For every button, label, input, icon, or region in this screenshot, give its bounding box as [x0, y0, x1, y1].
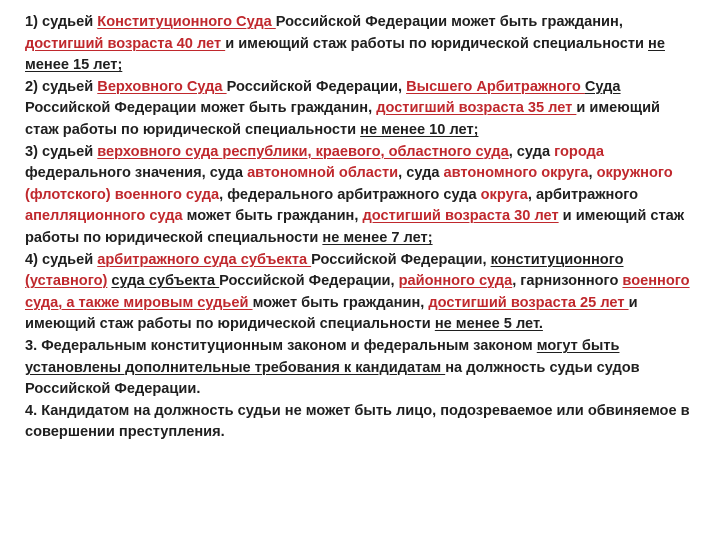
highlighted-term: арбитражного суда субъекта	[97, 251, 312, 268]
text-segment: 2) судьей	[25, 78, 98, 95]
text-segment: на должность судьи судов Российской Федерации.	[25, 359, 640, 398]
text-segment: 4) судьей	[25, 251, 98, 268]
highlighted-term: апелляционного суда	[25, 208, 183, 225]
text-segment: 3) судьей	[25, 143, 98, 160]
highlighted-term: районного суда	[398, 273, 513, 290]
text-segment: Российской Федерации,	[219, 273, 399, 290]
underlined-text: не менее 5 лет.	[434, 316, 543, 333]
highlighted-term: автономной области	[247, 165, 399, 182]
underlined-text: суда субъекта	[111, 273, 220, 290]
highlighted-term: города	[554, 143, 604, 160]
text-segment: и имеющий стаж работы по юридической специальности	[25, 294, 638, 333]
text-segment: , гарнизонного	[512, 273, 623, 290]
underlined-text: Суда	[584, 78, 621, 95]
highlighted-term: Конституционного Суда	[97, 14, 276, 30]
text-segment: 3. Федеральным конституционным законом и федеральным законом	[25, 337, 537, 354]
highlighted-term: Верховного Суда	[97, 78, 227, 95]
highlighted-term: автономного округа	[443, 165, 589, 182]
text-segment: может быть гражданин,	[252, 294, 429, 311]
text-segment: , суда	[508, 143, 555, 160]
text-segment: ,	[588, 165, 597, 182]
highlighted-term: военного суда, а также мировым судьей	[25, 273, 690, 311]
underlined-text: не менее 15 лет;	[25, 35, 665, 74]
legal-text-block	[25, 12, 697, 444]
paragraph-3	[25, 142, 697, 250]
text-segment: 1) судьей	[25, 14, 98, 30]
underlined-text: могут быть установлены дополнительные требования к кандидатам	[25, 337, 620, 376]
text-segment: Российской Федерации может быть гражданин,	[275, 14, 623, 30]
highlighted-term: достигший возраста 30 лет	[362, 208, 559, 225]
paragraph-6	[25, 401, 697, 444]
text-segment: и имеющий стаж работы по юридической специальности	[25, 100, 661, 138]
highlighted-term: окружного (флотского) военного суда	[25, 165, 673, 203]
highlighted-term: достигший возраста 40 лет	[25, 35, 226, 52]
text-segment: Российской Федерации,	[226, 78, 407, 95]
paragraph-2	[25, 77, 697, 142]
text-segment: Российской Федерации может быть гражданин,	[25, 100, 377, 117]
highlighted-term: верховного суда республики, краевого, областного суда	[97, 143, 509, 160]
text-segment: , федерального арбитражного суда	[219, 186, 481, 203]
highlighted-term: достигший возраста 35 лет	[376, 100, 577, 117]
underlined-text: конституционного	[490, 251, 624, 268]
text-segment: , суда	[398, 165, 444, 182]
highlighted-term: (уставного)	[25, 273, 108, 290]
text-segment: и имеющий стаж работы по юридической специальности	[225, 35, 649, 52]
text-segment: федерального значения, суда	[25, 165, 248, 182]
text-segment: Российской Федерации,	[311, 251, 491, 268]
underlined-text: не менее 7 лет;	[322, 229, 433, 246]
highlighted-term: достигший возраста 25 лет	[428, 294, 629, 311]
paragraph-1	[25, 12, 697, 77]
text-segment: 4. Кандидатом на должность судьи не может быть лицо, подозреваемое или обвиняемое в совершении преступления.	[25, 402, 690, 441]
highlighted-term: Высшего Арбитражного	[406, 78, 585, 95]
paragraph-4	[25, 250, 697, 336]
text-segment: , арбитражного	[527, 186, 639, 203]
highlighted-term: округа	[480, 186, 528, 203]
paragraph-5	[25, 336, 697, 401]
underlined-text: не менее 10 лет;	[360, 121, 479, 138]
text-segment: и имеющий стаж работы по юридической специальности	[25, 208, 685, 246]
text-segment: может быть гражданин,	[182, 208, 363, 225]
